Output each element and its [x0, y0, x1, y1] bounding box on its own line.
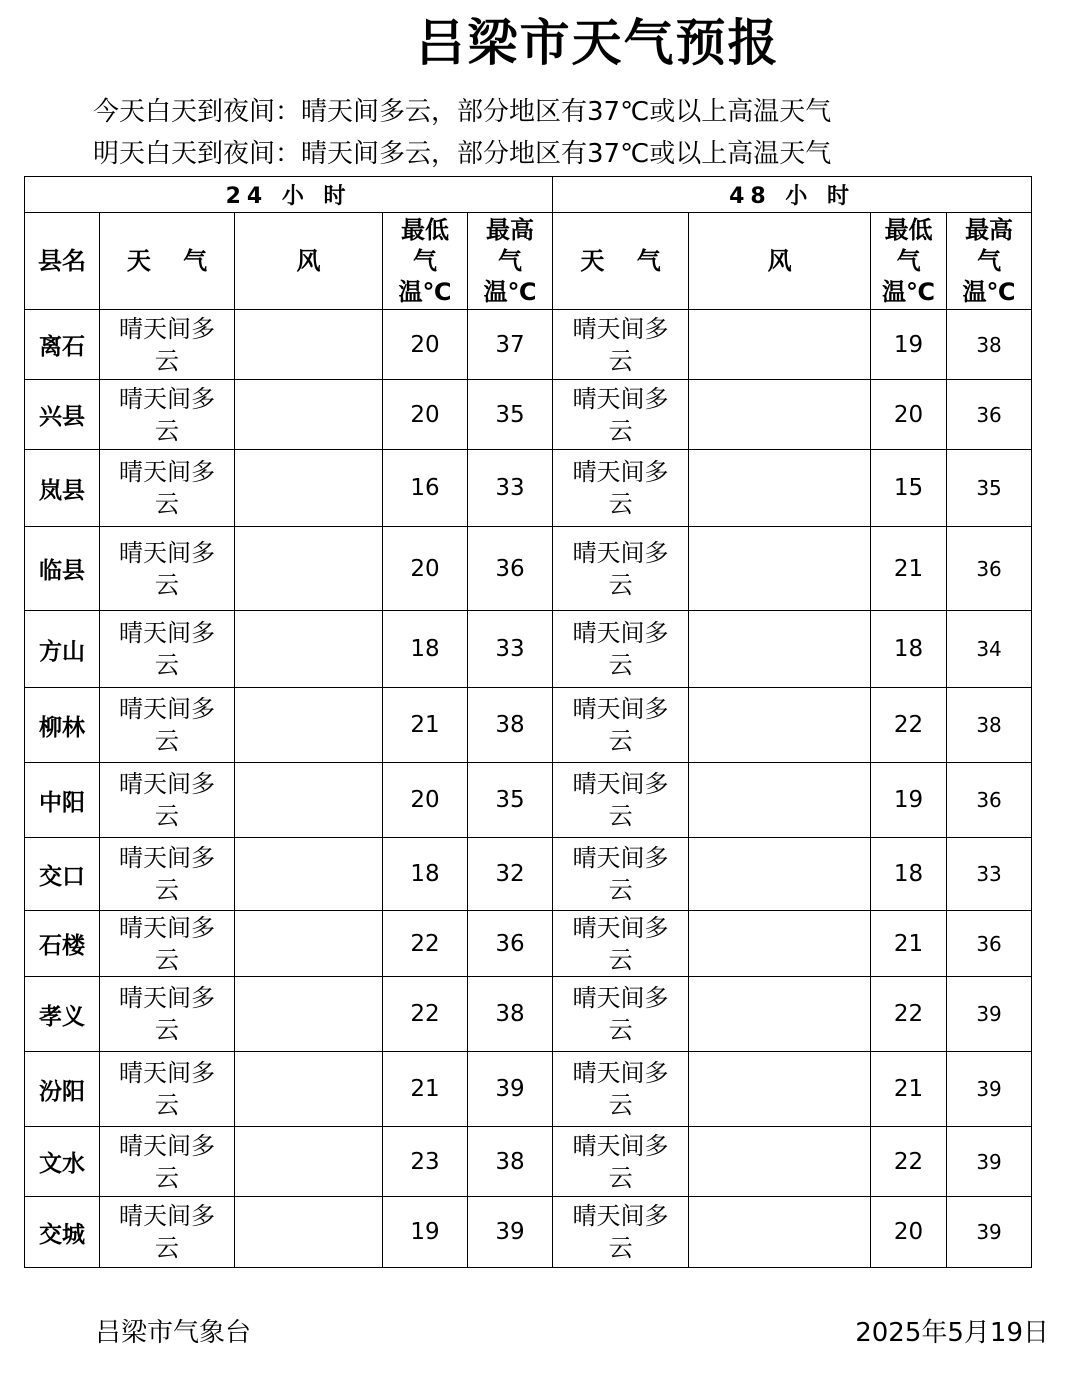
weather-24h-text: 晴天间多云	[119, 619, 215, 679]
wind-48h	[689, 911, 871, 977]
weather-48h	[553, 1197, 689, 1268]
min-temp-24h: 21	[383, 688, 468, 763]
max-temp-24h: 38	[468, 977, 553, 1052]
min-temp-48h: 20	[871, 380, 947, 450]
county-name: 兴县	[25, 380, 100, 450]
wind-24h	[235, 1052, 383, 1127]
county-name: 交城	[25, 1197, 100, 1268]
weather-24h	[100, 1197, 235, 1268]
weather-24h	[100, 1052, 235, 1127]
max-temp-24h: 36	[468, 527, 553, 611]
weather-48h-text: 晴天间多云	[572, 1202, 669, 1262]
table-row	[25, 688, 1032, 763]
max-temp-48h: 34	[947, 611, 1032, 688]
table-row	[25, 763, 1032, 838]
wind-24h	[235, 1197, 383, 1268]
county-name: 孝义	[25, 977, 100, 1052]
max-temp-24h: 33	[468, 450, 553, 527]
min-temp-48h: 20	[871, 1197, 947, 1268]
weather-48h-text: 晴天间多云	[572, 538, 669, 599]
weather-48h	[553, 763, 689, 838]
wind-24h	[235, 838, 383, 911]
min-temp-48h: 21	[871, 527, 947, 611]
weather-48h-text: 晴天间多云	[572, 384, 669, 445]
max-temp-48h: 39	[947, 1052, 1032, 1127]
min-temp-24h: 23	[383, 1127, 468, 1197]
weather-24h	[100, 380, 235, 450]
county-name: 交口	[25, 838, 100, 911]
wind-24h	[235, 1127, 383, 1197]
weather-24h-text: 晴天间多云	[119, 1131, 215, 1192]
table-row	[25, 527, 1032, 611]
table-row	[25, 450, 1032, 527]
weather-24h-text: 晴天间多云	[119, 384, 215, 445]
weather-24h-header: 天 气	[100, 213, 235, 310]
min-temp-24h: 19	[383, 1197, 468, 1268]
min-temp-48h: 21	[871, 1052, 947, 1127]
wind-48h-header: 风	[689, 213, 871, 310]
table-row	[25, 911, 1032, 977]
county-name: 中阳	[25, 763, 100, 838]
table-row	[25, 1127, 1032, 1197]
weather-48h-text: 晴天间多云	[572, 695, 669, 755]
min-temp-48h-label: 最低气温℃	[882, 215, 936, 306]
weather-48h	[553, 310, 689, 380]
weather-24h-text: 晴天间多云	[119, 695, 215, 755]
min-temp-48h: 19	[871, 763, 947, 838]
max-temp-48h: 36	[947, 527, 1032, 611]
max-temp-48h: 36	[947, 911, 1032, 977]
max-temp-24h: 38	[468, 1127, 553, 1197]
period-48h-header: 48 小 时	[553, 177, 1032, 213]
wind-48h	[689, 1052, 871, 1127]
min-temp-24h: 16	[383, 450, 468, 527]
table-row	[25, 977, 1032, 1052]
min-temp-24h: 18	[383, 838, 468, 911]
max-temp-48h: 39	[947, 1197, 1032, 1268]
min-temp-24h: 20	[383, 763, 468, 838]
weather-24h	[100, 763, 235, 838]
county-header: 县名	[25, 213, 100, 310]
summary-today: 今天白天到夜间：晴天间多云，部分地区有37℃或以上高温天气	[93, 97, 832, 127]
table-row	[25, 310, 1032, 380]
max-temp-48h: 39	[947, 977, 1032, 1052]
min-temp-24h-label: 最低气温℃	[398, 215, 452, 306]
wind-24h-header: 风	[235, 213, 383, 310]
min-temp-48h: 22	[871, 1127, 947, 1197]
max-temp-48h-label: 最高气温℃	[962, 215, 1016, 306]
min-temp-24h: 18	[383, 611, 468, 688]
weather-48h	[553, 1127, 689, 1197]
weather-48h	[553, 838, 689, 911]
weather-24h-text: 晴天间多云	[119, 770, 215, 830]
county-name: 汾阳	[25, 1052, 100, 1127]
page-title: 吕梁市天气预报	[415, 14, 780, 72]
weather-48h	[553, 527, 689, 611]
wind-48h	[689, 611, 871, 688]
weather-24h	[100, 450, 235, 527]
weather-24h-text: 晴天间多云	[119, 1059, 215, 1119]
max-temp-48h: 38	[947, 310, 1032, 380]
weather-48h	[553, 611, 689, 688]
weather-48h	[553, 1052, 689, 1127]
max-temp-24h: 32	[468, 838, 553, 911]
weather-48h-text: 晴天间多云	[572, 913, 669, 974]
wind-48h	[689, 380, 871, 450]
wind-48h	[689, 450, 871, 527]
wind-48h	[689, 763, 871, 838]
weather-48h-header: 天 气	[553, 213, 689, 310]
max-temp-48h: 35	[947, 450, 1032, 527]
wind-24h	[235, 450, 383, 527]
max-temp-24h: 35	[468, 380, 553, 450]
max-temp-24h: 35	[468, 763, 553, 838]
wind-24h	[235, 380, 383, 450]
wind-48h	[689, 310, 871, 380]
weather-48h-text: 晴天间多云	[572, 314, 669, 375]
max-temp-24h-label: 最高气温℃	[483, 215, 537, 306]
wind-48h	[689, 688, 871, 763]
county-name: 文水	[25, 1127, 100, 1197]
county-name: 岚县	[25, 450, 100, 527]
wind-48h	[689, 527, 871, 611]
weather-24h-text: 晴天间多云	[119, 1202, 215, 1262]
weather-48h	[553, 977, 689, 1052]
table-row	[25, 611, 1032, 688]
weather-24h	[100, 1127, 235, 1197]
min-temp-24h: 22	[383, 911, 468, 977]
max-temp-24h: 36	[468, 911, 553, 977]
max-temp-48h: 39	[947, 1127, 1032, 1197]
max-temp-48h: 33	[947, 838, 1032, 911]
min-temp-48h: 19	[871, 310, 947, 380]
weather-48h	[553, 380, 689, 450]
min-temp-48h: 21	[871, 911, 947, 977]
min-temp-24h: 20	[383, 380, 468, 450]
min-temp-24h-header	[383, 213, 468, 310]
weather-48h-text: 晴天间多云	[572, 458, 669, 518]
weather-48h-text: 晴天间多云	[572, 619, 669, 679]
weather-48h-text: 晴天间多云	[572, 770, 669, 830]
county-name: 方山	[25, 611, 100, 688]
wind-48h	[689, 1197, 871, 1268]
max-temp-24h: 38	[468, 688, 553, 763]
wind-24h	[235, 310, 383, 380]
max-temp-48h-header	[947, 213, 1032, 310]
issue-date: 2025年5月19日	[855, 1318, 1049, 1348]
wind-24h	[235, 911, 383, 977]
table-row	[25, 838, 1032, 911]
wind-24h	[235, 527, 383, 611]
max-temp-24h: 33	[468, 611, 553, 688]
weather-24h	[100, 911, 235, 977]
weather-24h	[100, 688, 235, 763]
county-name: 石楼	[25, 911, 100, 977]
weather-24h-text: 晴天间多云	[119, 984, 215, 1044]
wind-24h	[235, 611, 383, 688]
weather-48h-text: 晴天间多云	[572, 844, 669, 904]
min-temp-48h: 22	[871, 977, 947, 1052]
wind-24h	[235, 977, 383, 1052]
weather-24h	[100, 977, 235, 1052]
max-temp-24h-header	[468, 213, 553, 310]
table-row	[25, 1197, 1032, 1268]
min-temp-24h: 21	[383, 1052, 468, 1127]
min-temp-48h: 18	[871, 838, 947, 911]
max-temp-48h: 38	[947, 688, 1032, 763]
min-temp-24h: 20	[383, 310, 468, 380]
period-24h-header: 24 小 时	[25, 177, 553, 213]
weather-24h-text: 晴天间多云	[119, 913, 215, 974]
weather-48h	[553, 911, 689, 977]
wind-48h	[689, 1127, 871, 1197]
county-name: 离石	[25, 310, 100, 380]
weather-24h-text: 晴天间多云	[119, 538, 215, 599]
weather-48h	[553, 688, 689, 763]
weather-24h-text: 晴天间多云	[119, 844, 215, 904]
wind-48h	[689, 838, 871, 911]
min-temp-48h: 22	[871, 688, 947, 763]
min-temp-48h: 18	[871, 611, 947, 688]
county-name: 临县	[25, 527, 100, 611]
table-row	[25, 1052, 1032, 1127]
max-temp-24h: 39	[468, 1052, 553, 1127]
weather-48h-text: 晴天间多云	[572, 1059, 669, 1119]
weather-48h-text: 晴天间多云	[572, 1131, 669, 1192]
wind-24h	[235, 688, 383, 763]
min-temp-48h-header	[871, 213, 947, 310]
weather-24h	[100, 838, 235, 911]
min-temp-24h: 22	[383, 977, 468, 1052]
summary-tomorrow: 明天白天到夜间：晴天间多云，部分地区有37℃或以上高温天气	[93, 139, 832, 169]
min-temp-48h: 15	[871, 450, 947, 527]
weather-24h-text: 晴天间多云	[119, 314, 215, 375]
max-temp-48h: 36	[947, 380, 1032, 450]
max-temp-24h: 37	[468, 310, 553, 380]
weather-24h	[100, 611, 235, 688]
weather-48h-text: 晴天间多云	[572, 984, 669, 1044]
max-temp-24h: 39	[468, 1197, 553, 1268]
table-row	[25, 380, 1032, 450]
issuer: 吕梁市气象台	[95, 1318, 252, 1348]
weather-48h	[553, 450, 689, 527]
weather-24h	[100, 310, 235, 380]
forecast-table	[24, 176, 1032, 1268]
min-temp-24h: 20	[383, 527, 468, 611]
max-temp-48h: 36	[947, 763, 1032, 838]
county-name: 柳林	[25, 688, 100, 763]
wind-24h	[235, 763, 383, 838]
weather-24h-text: 晴天间多云	[119, 458, 215, 518]
wind-48h	[689, 977, 871, 1052]
weather-24h	[100, 527, 235, 611]
